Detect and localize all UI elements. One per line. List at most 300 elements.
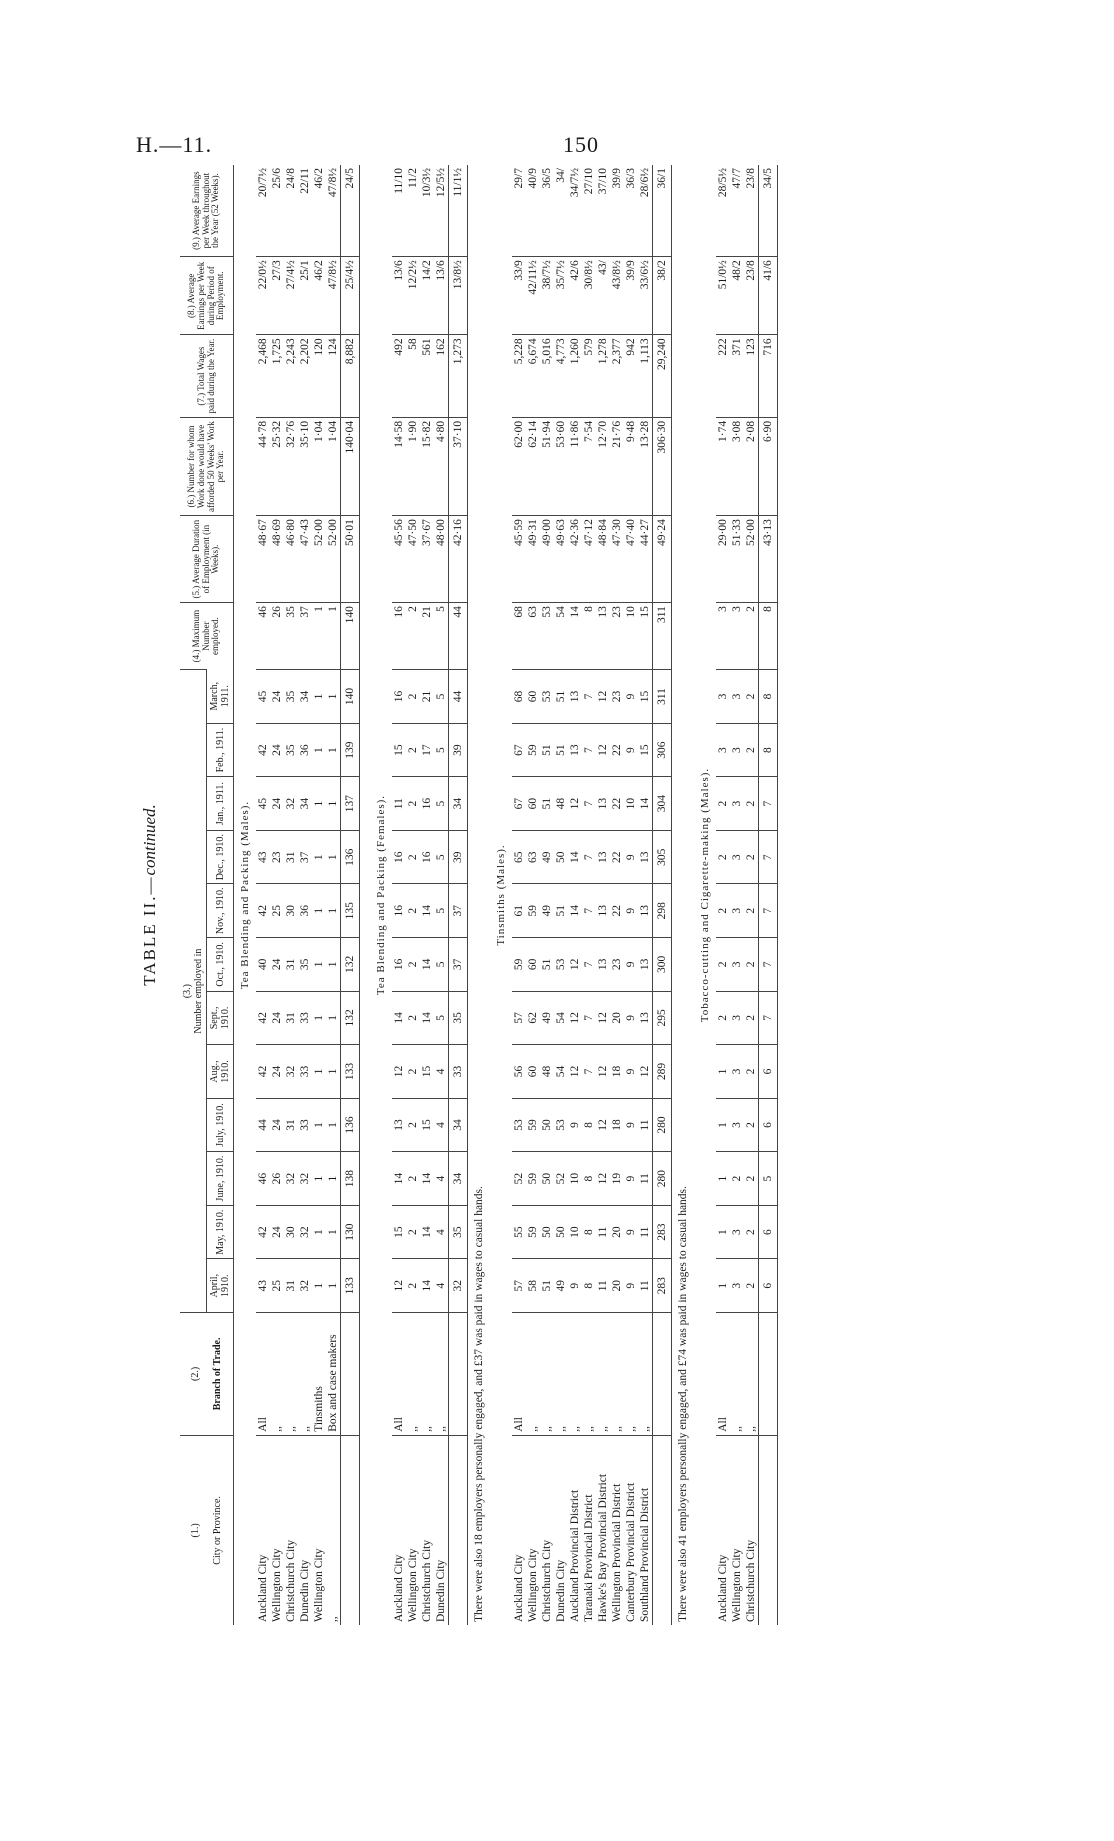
num-cell: 1·90 bbox=[406, 417, 420, 515]
month-value-cell: 1 bbox=[326, 723, 341, 777]
year-cell: 27/10 bbox=[583, 168, 595, 195]
branch-cell: ,, bbox=[284, 1313, 298, 1436]
num-cell: 21·76 bbox=[610, 417, 624, 515]
month-value-cell: 20 bbox=[610, 1205, 624, 1259]
city-cell: Auckland City bbox=[716, 1435, 730, 1625]
month-value-cell: 24 bbox=[270, 670, 284, 724]
max-cell: 14 bbox=[568, 603, 582, 670]
max-cell: 1 bbox=[312, 603, 326, 670]
table-row bbox=[420, 165, 434, 1625]
month-value-cell: 5 bbox=[434, 830, 449, 884]
month-value-cell: 59 bbox=[526, 884, 540, 938]
branch-cell: ,, bbox=[730, 1313, 744, 1436]
month-value-cell: 16 bbox=[392, 884, 406, 938]
month-value-cell: 15 bbox=[420, 1098, 434, 1152]
month-value-cell: 8 bbox=[582, 1098, 596, 1152]
month-value-cell: 14 bbox=[392, 1152, 406, 1206]
month-value-cell: 51 bbox=[540, 938, 554, 992]
total-month-cell: 8 bbox=[759, 723, 778, 777]
per-cell: 38/7½ bbox=[540, 257, 554, 335]
avg-cell: 47·40 bbox=[624, 516, 638, 603]
section-title: Tinsmiths (Males). bbox=[495, 844, 507, 946]
month-value-cell: 5 bbox=[434, 670, 449, 724]
month-value-cell: 65 bbox=[512, 830, 526, 884]
month-value-cell: 4 bbox=[434, 1045, 449, 1099]
month-value-cell: 2 bbox=[744, 1152, 759, 1206]
month-header: July, 1910. bbox=[207, 1098, 234, 1152]
month-value-cell: 1 bbox=[326, 991, 341, 1045]
month-value-cell: 1 bbox=[326, 1205, 341, 1259]
total-month-cell: 7 bbox=[759, 938, 778, 992]
month-value-cell: 44 bbox=[256, 1098, 270, 1152]
city-cell: Taranaki Provincial District bbox=[582, 1435, 596, 1625]
total-month-cell: 37 bbox=[449, 938, 468, 992]
month-value-cell: 67 bbox=[512, 723, 526, 777]
month-value-cell: 57 bbox=[512, 991, 526, 1045]
month-value-cell: 48 bbox=[554, 777, 568, 831]
total-wages-cell: 1,273 bbox=[449, 335, 468, 418]
total-per-cell: 41/6 bbox=[759, 257, 778, 335]
total-wages-cell: 8,882 bbox=[341, 335, 360, 418]
month-value-cell: 9 bbox=[624, 1205, 638, 1259]
total-month-cell: 130 bbox=[341, 1205, 360, 1259]
per-cell: 47/8½ bbox=[326, 257, 341, 335]
month-value-cell: 1 bbox=[326, 777, 341, 831]
max-cell: 15 bbox=[638, 603, 653, 670]
total-month-cell: 280 bbox=[653, 1152, 672, 1206]
month-value-cell: 1 bbox=[312, 991, 326, 1045]
month-value-cell: 2 bbox=[730, 1152, 744, 1206]
total-month-cell: 300 bbox=[653, 938, 672, 992]
max-cell: 68 bbox=[512, 603, 526, 670]
city-cell: Southland Provincial District bbox=[638, 1435, 653, 1625]
city-cell: Auckland Provincial District bbox=[568, 1435, 582, 1625]
month-value-cell: 3 bbox=[730, 1045, 744, 1099]
branch-cell: ,, bbox=[582, 1313, 596, 1436]
month-value-cell: 2 bbox=[744, 1259, 759, 1313]
month-value-cell: 36 bbox=[298, 723, 312, 777]
table-row bbox=[392, 165, 406, 1625]
month-value-cell: 2 bbox=[716, 777, 730, 831]
wages-cell: 6,674 bbox=[526, 335, 540, 418]
month-value-cell: 2 bbox=[716, 884, 730, 938]
city-cell: ,, bbox=[326, 1435, 341, 1625]
total-max-cell: 311 bbox=[653, 603, 672, 670]
month-value-cell: 24 bbox=[270, 1045, 284, 1099]
month-value-cell: 1 bbox=[716, 1045, 730, 1099]
total-month-cell: 44 bbox=[449, 670, 468, 724]
wages-cell: 162 bbox=[434, 335, 449, 418]
avg-cell: 48·00 bbox=[434, 516, 449, 603]
month-value-cell: 10 bbox=[624, 777, 638, 831]
month-value-cell: 59 bbox=[526, 1152, 540, 1206]
month-value-cell: 51 bbox=[554, 723, 568, 777]
year-cell: 12/5½ bbox=[435, 168, 447, 198]
total-blank bbox=[759, 1435, 778, 1625]
month-value-cell: 14 bbox=[420, 1259, 434, 1313]
month-value-cell: 5 bbox=[434, 723, 449, 777]
month-value-cell: 14 bbox=[420, 1205, 434, 1259]
month-value-cell: 53 bbox=[554, 1098, 568, 1152]
month-value-cell: 12 bbox=[392, 1259, 406, 1313]
total-month-cell: 6 bbox=[759, 1045, 778, 1099]
table-row bbox=[596, 165, 610, 1625]
total-row bbox=[653, 165, 672, 1625]
total-month-cell: 289 bbox=[653, 1045, 672, 1099]
month-value-cell: 17 bbox=[420, 723, 434, 777]
month-value-cell: 2 bbox=[406, 670, 420, 724]
num-cell: 25·32 bbox=[270, 417, 284, 515]
branch-cell: All bbox=[392, 1313, 406, 1436]
month-value-cell: 59 bbox=[526, 1205, 540, 1259]
month-value-cell: 1 bbox=[312, 1205, 326, 1259]
total-month-cell: 135 bbox=[341, 884, 360, 938]
table-row bbox=[406, 165, 420, 1625]
month-value-cell: 1 bbox=[312, 938, 326, 992]
month-value-cell: 13 bbox=[596, 884, 610, 938]
month-value-cell: 9 bbox=[624, 1259, 638, 1313]
month-value-cell: 14 bbox=[420, 1152, 434, 1206]
total-year-cell: 24/5 bbox=[341, 165, 360, 257]
col-months-header: (3.) Number employed in bbox=[180, 670, 207, 1313]
month-value-cell: 59 bbox=[526, 723, 540, 777]
month-value-cell: 12 bbox=[596, 723, 610, 777]
month-value-cell: 51 bbox=[540, 1259, 554, 1313]
month-value-cell: 68 bbox=[512, 670, 526, 724]
month-value-cell: 48 bbox=[540, 1045, 554, 1099]
month-value-cell: 24 bbox=[270, 991, 284, 1045]
month-value-cell: 42 bbox=[256, 1045, 270, 1099]
total-month-cell: 33 bbox=[449, 1045, 468, 1099]
month-value-cell: 62 bbox=[526, 991, 540, 1045]
month-value-cell: 9 bbox=[624, 670, 638, 724]
month-value-cell: 2 bbox=[716, 938, 730, 992]
month-value-cell: 3 bbox=[730, 830, 744, 884]
month-value-cell: 7 bbox=[582, 1045, 596, 1099]
year-cell: 28/5½ bbox=[717, 168, 729, 198]
total-row bbox=[759, 165, 778, 1625]
branch-cell: ,, bbox=[420, 1313, 434, 1436]
table-row bbox=[638, 165, 653, 1625]
num-cell: 1·04 bbox=[312, 417, 326, 515]
month-value-cell: 60 bbox=[526, 938, 540, 992]
per-cell: 27/3 bbox=[270, 257, 284, 335]
total-num-cell: 6·90 bbox=[759, 417, 778, 515]
month-value-cell: 20 bbox=[610, 991, 624, 1045]
year-cell: 22/11 bbox=[299, 168, 311, 194]
col-total-wages-header: (7.) Total Wages paid during the Year. bbox=[180, 335, 234, 418]
per-cell: 12/2½ bbox=[406, 257, 420, 335]
total-month-cell: 133 bbox=[341, 1259, 360, 1313]
avg-cell: 49·00 bbox=[540, 516, 554, 603]
month-value-cell: 42 bbox=[256, 884, 270, 938]
month-value-cell: 11 bbox=[596, 1259, 610, 1313]
num-cell: 1·04 bbox=[326, 417, 341, 515]
city-cell: Christchurch City bbox=[284, 1435, 298, 1625]
month-value-cell: 35 bbox=[284, 723, 298, 777]
month-value-cell: 4 bbox=[434, 1259, 449, 1313]
month-value-cell: 31 bbox=[284, 938, 298, 992]
month-value-cell: 2 bbox=[406, 1152, 420, 1206]
month-value-cell: 3 bbox=[730, 1098, 744, 1152]
avg-cell: 49·63 bbox=[554, 516, 568, 603]
month-value-cell: 1 bbox=[326, 1045, 341, 1099]
city-cell: Christchurch City bbox=[420, 1435, 434, 1625]
spacer bbox=[778, 165, 789, 1625]
rotated-table-page bbox=[140, 165, 990, 1625]
month-value-cell: 18 bbox=[610, 1098, 624, 1152]
year-cell: 36/5 bbox=[541, 168, 553, 189]
branch-cell: ,, bbox=[610, 1313, 624, 1436]
avg-cell: 48·84 bbox=[596, 516, 610, 603]
month-header: March, 1911. bbox=[207, 670, 234, 724]
year-cell: 39/9 bbox=[611, 168, 623, 189]
wages-cell: 5,016 bbox=[540, 335, 554, 418]
num-cell: 11·86 bbox=[568, 417, 582, 515]
col-avg-duration-header: (5.) Average Duration of Employment (in Weeks). bbox=[180, 516, 234, 603]
month-value-cell: 15 bbox=[420, 1045, 434, 1099]
month-value-cell: 40 bbox=[256, 938, 270, 992]
num-cell: 44·78 bbox=[256, 417, 270, 515]
total-month-cell: 306 bbox=[653, 723, 672, 777]
section-heading-row bbox=[234, 165, 257, 1625]
total-month-cell: 133 bbox=[341, 1045, 360, 1099]
month-header: Nov., 1910. bbox=[207, 884, 234, 938]
city-cell: Dunedin City bbox=[434, 1435, 449, 1625]
month-value-cell: 18 bbox=[610, 1045, 624, 1099]
max-cell: 1 bbox=[326, 603, 341, 670]
month-value-cell: 9 bbox=[568, 1098, 582, 1152]
month-value-cell: 11 bbox=[638, 1259, 653, 1313]
month-value-cell: 53 bbox=[540, 670, 554, 724]
month-value-cell: 1 bbox=[716, 1259, 730, 1313]
month-value-cell: 16 bbox=[420, 830, 434, 884]
table-title: TABLE II.—continued. bbox=[140, 804, 159, 986]
total-month-cell: 7 bbox=[759, 991, 778, 1045]
month-value-cell: 2 bbox=[406, 938, 420, 992]
month-value-cell: 9 bbox=[624, 991, 638, 1045]
month-value-cell: 31 bbox=[284, 991, 298, 1045]
month-value-cell: 9 bbox=[624, 830, 638, 884]
month-value-cell: 1 bbox=[312, 1045, 326, 1099]
month-value-cell: 22 bbox=[610, 884, 624, 938]
month-value-cell: 2 bbox=[744, 1045, 759, 1099]
num-cell: 51·94 bbox=[540, 417, 554, 515]
month-value-cell: 4 bbox=[434, 1098, 449, 1152]
month-value-cell: 50 bbox=[540, 1205, 554, 1259]
max-cell: 3 bbox=[716, 603, 730, 670]
month-value-cell: 12 bbox=[568, 938, 582, 992]
year-cell: 10/3½ bbox=[421, 168, 433, 198]
section-title: Tobacco-cutting and Cigarette-making (Males). bbox=[699, 767, 711, 1023]
month-value-cell: 1 bbox=[312, 723, 326, 777]
month-value-cell: 13 bbox=[596, 938, 610, 992]
avg-cell: 47·43 bbox=[298, 516, 312, 603]
wages-cell: 2,202 bbox=[298, 335, 312, 418]
total-year-cell: 34/5 bbox=[759, 165, 778, 257]
month-value-cell: 15 bbox=[392, 1205, 406, 1259]
month-value-cell: 1 bbox=[326, 1259, 341, 1313]
max-cell: 37 bbox=[298, 603, 312, 670]
month-value-cell: 31 bbox=[284, 1098, 298, 1152]
total-month-cell: 298 bbox=[653, 884, 672, 938]
year-cell: 24/8 bbox=[285, 168, 297, 189]
month-value-cell: 16 bbox=[392, 938, 406, 992]
month-value-cell: 14 bbox=[420, 938, 434, 992]
wages-cell: 5,228 bbox=[512, 335, 526, 418]
month-value-cell: 8 bbox=[582, 1259, 596, 1313]
year-cell: 46/2 bbox=[313, 168, 325, 189]
spacer bbox=[360, 165, 371, 1625]
branch-cell: ,, bbox=[554, 1313, 568, 1436]
branch-cell: All bbox=[716, 1313, 730, 1436]
city-cell: Canterbury Provincial District bbox=[624, 1435, 638, 1625]
month-value-cell: 14 bbox=[568, 884, 582, 938]
month-value-cell: 13 bbox=[568, 670, 582, 724]
per-cell: 33/6½ bbox=[638, 257, 653, 335]
month-value-cell: 34 bbox=[298, 777, 312, 831]
wages-cell: 222 bbox=[716, 335, 730, 418]
month-value-cell: 12 bbox=[596, 991, 610, 1045]
month-value-cell: 11 bbox=[596, 1205, 610, 1259]
month-value-cell: 2 bbox=[406, 991, 420, 1045]
per-cell: 35/7½ bbox=[554, 257, 568, 335]
month-value-cell: 31 bbox=[284, 830, 298, 884]
total-month-cell: 311 bbox=[653, 670, 672, 724]
month-value-cell: 2 bbox=[716, 830, 730, 884]
max-cell: 3 bbox=[730, 603, 744, 670]
month-value-cell: 15 bbox=[638, 723, 653, 777]
month-value-cell: 30 bbox=[284, 884, 298, 938]
avg-cell: 44·27 bbox=[638, 516, 653, 603]
month-value-cell: 13 bbox=[596, 830, 610, 884]
month-header: Sept., 1910. bbox=[207, 991, 234, 1045]
month-value-cell: 50 bbox=[540, 1098, 554, 1152]
max-cell: 23 bbox=[610, 603, 624, 670]
city-cell: Auckland City bbox=[392, 1435, 406, 1625]
month-value-cell: 13 bbox=[638, 938, 653, 992]
table-row bbox=[554, 165, 568, 1625]
col-city-header: (1.) City or Province. bbox=[180, 1435, 234, 1625]
month-header: May, 1910. bbox=[207, 1205, 234, 1259]
month-value-cell: 1 bbox=[716, 1205, 730, 1259]
month-value-cell: 21 bbox=[420, 670, 434, 724]
month-value-cell: 12 bbox=[568, 777, 582, 831]
total-blank bbox=[653, 1435, 672, 1625]
month-value-cell: 49 bbox=[540, 830, 554, 884]
branch-cell: ,, bbox=[540, 1313, 554, 1436]
avg-cell: 48·69 bbox=[270, 516, 284, 603]
month-value-cell: 53 bbox=[512, 1098, 526, 1152]
year-cell: 25/6 bbox=[271, 168, 283, 189]
month-value-cell: 43 bbox=[256, 1259, 270, 1313]
month-value-cell: 2 bbox=[406, 830, 420, 884]
total-per-cell: 25/4½ bbox=[341, 257, 360, 335]
per-cell: 13/6 bbox=[434, 257, 449, 335]
avg-cell: 49·31 bbox=[526, 516, 540, 603]
total-blank bbox=[759, 1313, 778, 1436]
month-value-cell: 3 bbox=[730, 1259, 744, 1313]
month-value-cell: 1 bbox=[326, 884, 341, 938]
max-cell: 46 bbox=[256, 603, 270, 670]
month-value-cell: 24 bbox=[270, 938, 284, 992]
avg-cell: 52·00 bbox=[312, 516, 326, 603]
month-value-cell: 30 bbox=[284, 1205, 298, 1259]
avg-cell: 52·00 bbox=[744, 516, 759, 603]
month-header: Aug., 1910. bbox=[207, 1045, 234, 1099]
month-value-cell: 26 bbox=[270, 1152, 284, 1206]
per-cell: 39/9 bbox=[624, 257, 638, 335]
per-cell: 33/9 bbox=[512, 257, 526, 335]
month-header: Feb., 1911. bbox=[207, 723, 234, 777]
per-cell: 42/6 bbox=[568, 257, 582, 335]
city-cell: Auckland City bbox=[512, 1435, 526, 1625]
max-cell: 8 bbox=[582, 603, 596, 670]
max-cell: 13 bbox=[596, 603, 610, 670]
month-value-cell: 51 bbox=[554, 884, 568, 938]
month-value-cell: 2 bbox=[406, 1098, 420, 1152]
month-value-cell: 67 bbox=[512, 777, 526, 831]
wages-cell: 1,113 bbox=[638, 335, 653, 418]
month-value-cell: 55 bbox=[512, 1205, 526, 1259]
month-value-cell: 5 bbox=[434, 938, 449, 992]
month-value-cell: 7 bbox=[582, 777, 596, 831]
month-value-cell: 57 bbox=[512, 1259, 526, 1313]
wages-cell: 492 bbox=[392, 335, 406, 418]
month-value-cell: 46 bbox=[256, 1152, 270, 1206]
table-row bbox=[716, 165, 730, 1625]
month-value-cell: 7 bbox=[582, 723, 596, 777]
month-value-cell: 13 bbox=[638, 830, 653, 884]
month-value-cell: 9 bbox=[624, 938, 638, 992]
avg-cell: 47·50 bbox=[406, 516, 420, 603]
month-value-cell: 7 bbox=[582, 670, 596, 724]
month-value-cell: 1 bbox=[326, 1152, 341, 1206]
month-value-cell: 2 bbox=[744, 991, 759, 1045]
num-cell: 13·28 bbox=[638, 417, 653, 515]
avg-cell: 52·00 bbox=[326, 516, 341, 603]
month-value-cell: 12 bbox=[596, 1045, 610, 1099]
month-value-cell: 13 bbox=[638, 884, 653, 938]
month-value-cell: 32 bbox=[298, 1259, 312, 1313]
total-month-cell: 34 bbox=[449, 1098, 468, 1152]
avg-cell: 37·67 bbox=[420, 516, 434, 603]
year-cell: 11/2 bbox=[407, 168, 419, 189]
month-value-cell: 11 bbox=[392, 777, 406, 831]
year-cell: 29/7 bbox=[513, 168, 525, 189]
month-value-cell: 2 bbox=[744, 777, 759, 831]
month-value-cell: 12 bbox=[568, 991, 582, 1045]
page-number: 150 bbox=[563, 132, 599, 157]
month-value-cell: 3 bbox=[730, 884, 744, 938]
city-cell: Wellington City bbox=[526, 1435, 540, 1625]
total-month-cell: 8 bbox=[759, 670, 778, 724]
table-row bbox=[512, 165, 526, 1625]
wages-cell: 2,243 bbox=[284, 335, 298, 418]
num-cell: 4·80 bbox=[434, 417, 449, 515]
wages-cell: 1,260 bbox=[568, 335, 582, 418]
max-cell: 10 bbox=[624, 603, 638, 670]
max-cell: 35 bbox=[284, 603, 298, 670]
spacer-row bbox=[778, 165, 789, 1625]
branch-cell: Tinsmiths bbox=[312, 1313, 326, 1436]
total-month-cell: 283 bbox=[653, 1205, 672, 1259]
month-value-cell: 33 bbox=[298, 991, 312, 1045]
month-value-cell: 60 bbox=[526, 1045, 540, 1099]
total-month-cell: 34 bbox=[449, 777, 468, 831]
per-cell: 46/2 bbox=[312, 257, 326, 335]
num-cell: 3·08 bbox=[730, 417, 744, 515]
